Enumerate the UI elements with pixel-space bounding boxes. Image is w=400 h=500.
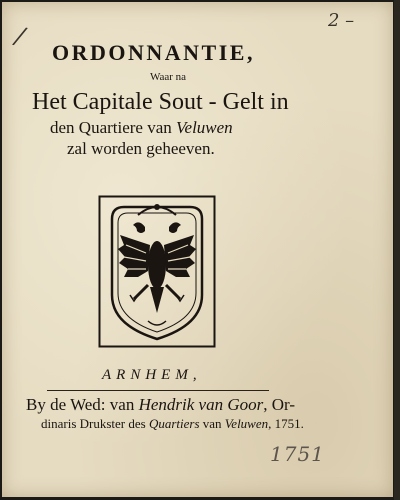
imprint-rule [47, 390, 269, 391]
document-page [2, 2, 393, 497]
title-line-3: zal worden geheeven. [67, 139, 215, 158]
imprint-printer: Hendrik van Goor [138, 395, 264, 414]
title-line-2-italic: Veluwen [176, 118, 233, 137]
handwritten-stroke: / [13, 21, 27, 51]
page-edge [394, 0, 400, 500]
imprint-line-1 [26, 395, 400, 415]
imprint-quartiers: Quartiers [148, 416, 200, 431]
imprint-year: , 1751. [268, 416, 304, 431]
imprint-rest: , Or- [263, 395, 295, 414]
document-title: ORDONNANTIE, [52, 40, 255, 65]
subtitle-waar-na: Waar na [150, 71, 187, 83]
handwritten-page-number: 2 – [328, 10, 355, 31]
handwritten-year: 1751 [270, 442, 325, 466]
double-headed-eagle-icon [98, 195, 216, 353]
place-of-printing: ARNHEM, [102, 367, 202, 383]
title-line-2-text: den Quartiere van [50, 118, 177, 137]
title-line-2 [50, 118, 400, 138]
imprint-veluwen: Veluwen [224, 416, 269, 431]
imprint-van: van [199, 416, 225, 431]
imprint-drukster: dinaris Drukster des [41, 416, 149, 431]
imprint-by: By de Wed: van [26, 395, 139, 414]
title-line-1: Het Capitale Sout - Gelt in [32, 89, 289, 115]
imprint-line-2 [41, 416, 400, 432]
